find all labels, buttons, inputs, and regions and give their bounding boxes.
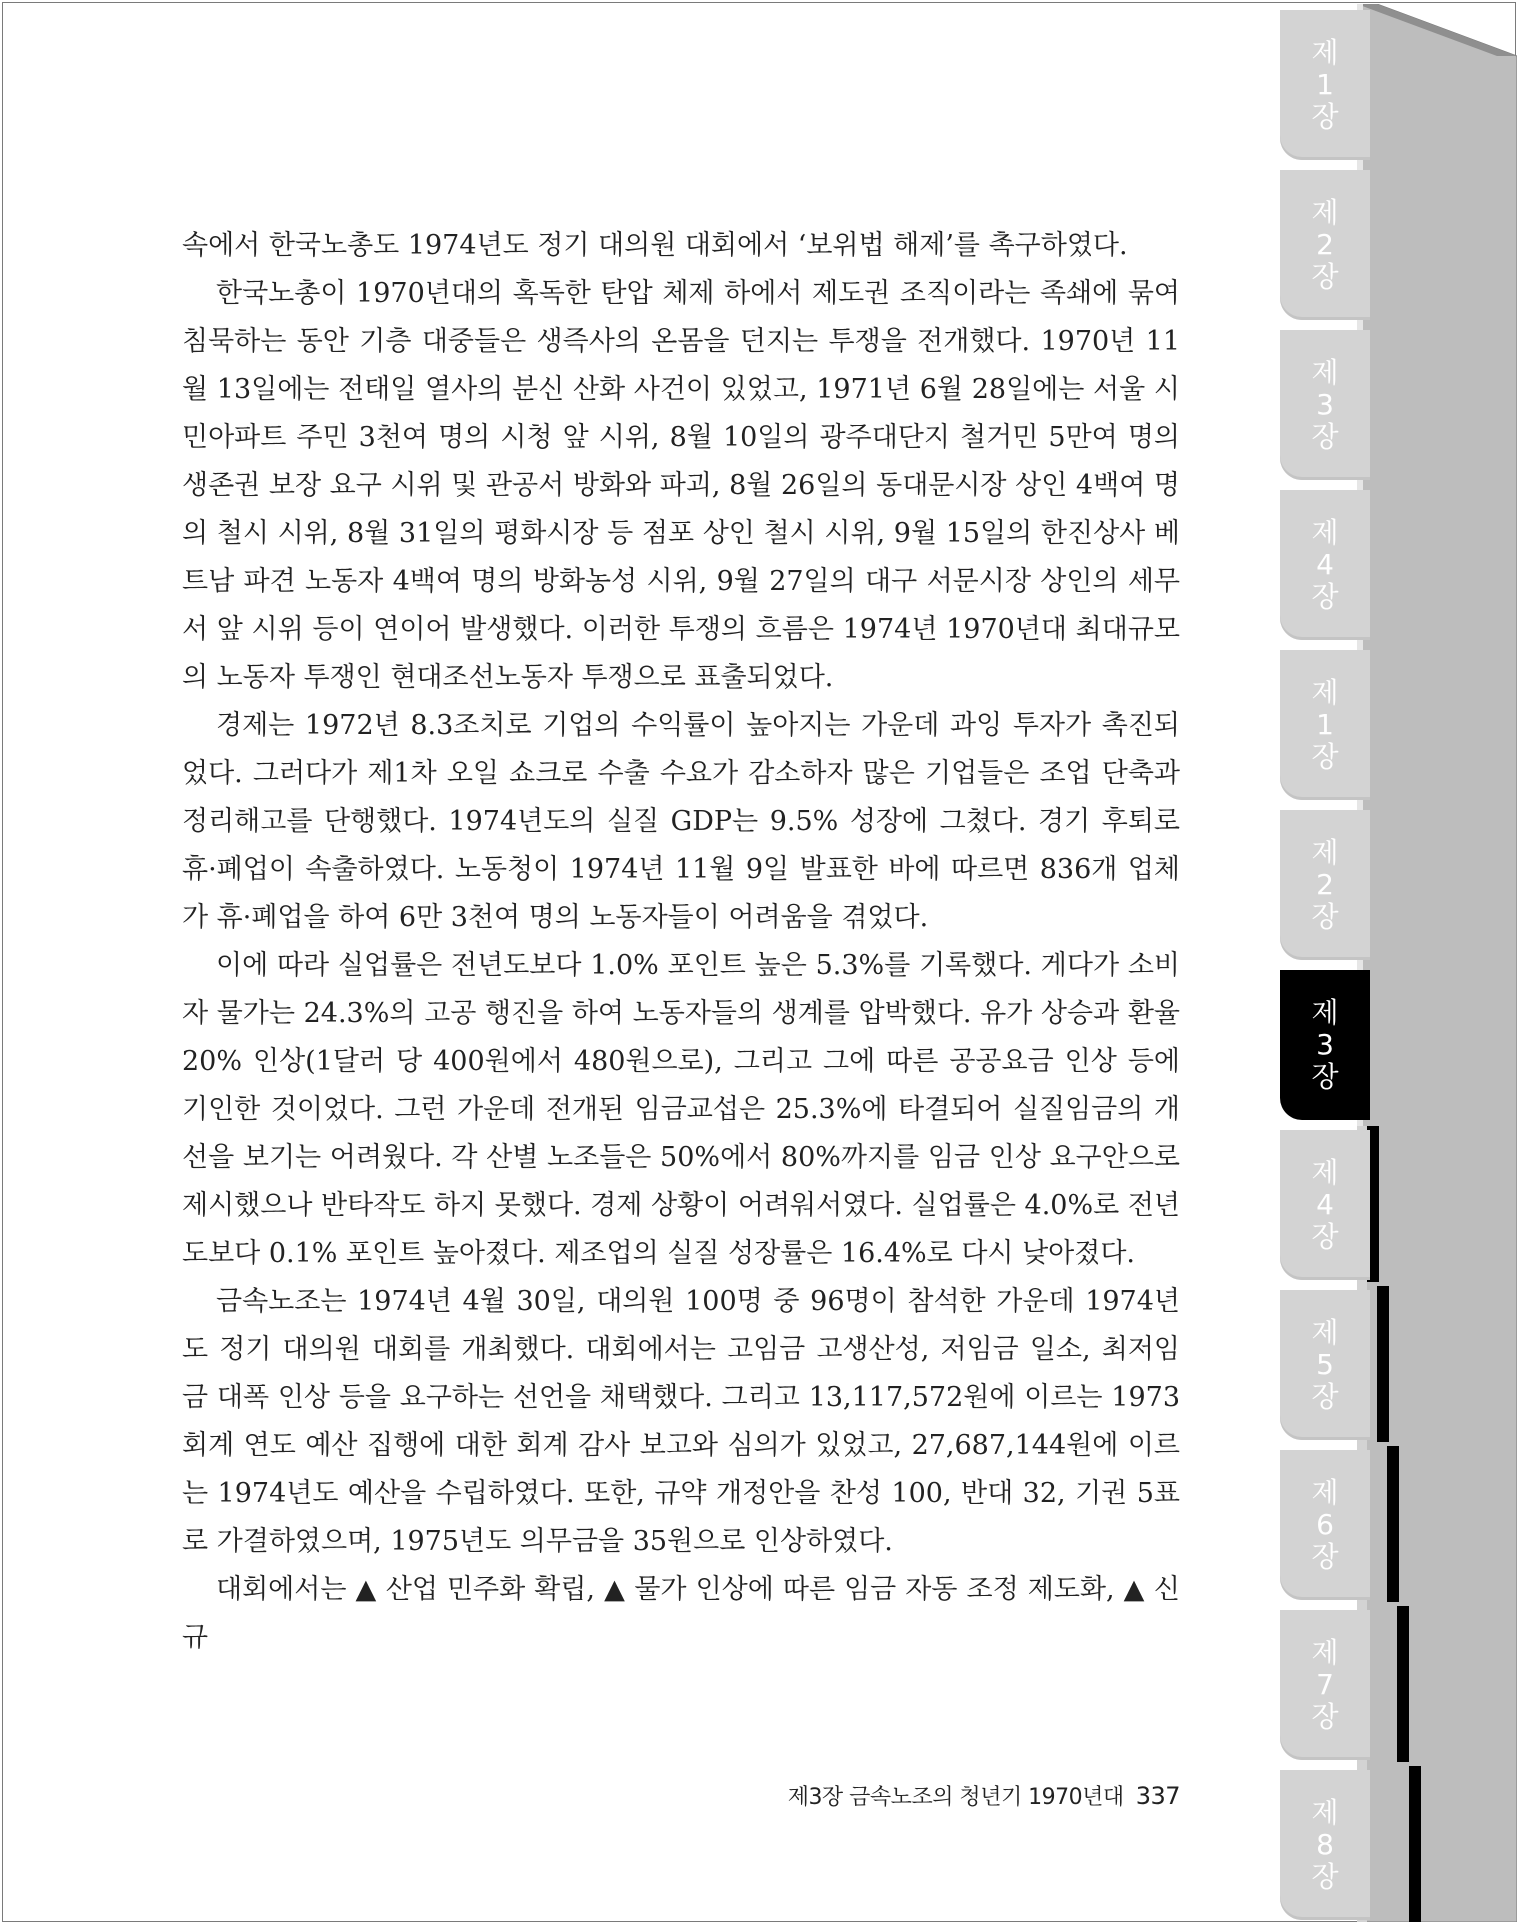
- paragraph: 이에 따라 실업률은 전년도보다 1.0% 포인트 높은 5.3%를 기록했다. 게다가 소비자 물가는 24.3%의 고공 행진을 하여 노동자들의 생계를 압박했다. 유가 상승과 환율 20% 인상(1달러 당 400원에서 480원으로), 그리고 그에 따른 공공요금 인상 등에 기인한 것이었다. 그런 가운데 전개된 임금교섭은 25.3%에 타결되어 실질임금의 개선을 보기는 어려웠다. 각 산별 노조들은 50%에서 80%까지를 임금 인상 요구안으로 제시했으나 반타작도 하지 못했다. 경제 상황이 어려워서였다. 실업률은 4.0%로 전년도보다 0.1% 포인트 높아졌다. 제조업의 실질 성장률은 16.4%로 다시 낮아졌다.: [182, 950, 1180, 1269]
- chapter-tab[interactable]: [1280, 810, 1370, 960]
- chapter-tab-text: 제: [1311, 516, 1339, 549]
- chapter-tab[interactable]: [1280, 170, 1370, 320]
- chapter-tab-text: 제: [1311, 1316, 1339, 1349]
- chapter-tab-text: 장: [1311, 100, 1339, 133]
- chapter-tab-text: 장: [1311, 900, 1339, 933]
- chapter-tab-text: 7: [1316, 1668, 1334, 1701]
- chapter-tab-text: 제: [1311, 356, 1339, 389]
- chapter-tab-text: 제: [1311, 676, 1339, 709]
- chapter-tab-text: 제: [1311, 196, 1339, 229]
- chapter-tab-text: 장: [1311, 420, 1339, 453]
- chapter-tab-text: 3: [1316, 1028, 1334, 1061]
- chapter-tab-text: 제: [1311, 1636, 1339, 1669]
- chapter-tab-text: 장: [1311, 740, 1339, 773]
- running-title: 제3장 금속노조의 청년기 1970년대: [787, 1785, 1124, 1810]
- chapter-tab-text: 제: [1311, 1156, 1339, 1189]
- paragraph: 경제는 1972년 8.3조치로 기업의 수익률이 높아지는 가운데 과잉 투자가 촉진되었다. 그러다가 제1차 오일 쇼크로 수출 수요가 감소하자 많은 기업들은 조업 단축과 정리해고를 단행했다. 1974년도의 실질 GDP는 9.5% 성장에 그쳤다. 경기 후퇴로 휴·폐업이 속출하였다. 노동청이 1974년 11월 9일 발표한 바에 따르면 836개 업체가 휴·폐업을 하여 6만 3천여 명의 노동자들이 어려움을 겪었다.: [182, 710, 1180, 933]
- chapter-tab-text: 2: [1316, 868, 1334, 901]
- chapter-tab-text: 제: [1311, 1476, 1339, 1509]
- paragraph: 대회에서는 ▲ 산업 민주화 확립, ▲ 물가 인상에 따른 임금 자동 조정 제도화, ▲ 신규: [182, 1574, 1180, 1653]
- chapter-tab-text: 장: [1311, 1860, 1339, 1893]
- page-footer: [700, 1780, 1180, 1811]
- chapter-tab-text: 4: [1316, 1188, 1334, 1221]
- chapter-tab-text: 8: [1316, 1828, 1334, 1861]
- chapter-tab-text: 장: [1311, 1220, 1339, 1253]
- chapter-tab-text: 장: [1311, 260, 1339, 293]
- page-number: 337: [1135, 1782, 1180, 1810]
- chapter-tab-text: 제: [1311, 836, 1339, 869]
- chapter-tab-text: 1: [1316, 68, 1334, 101]
- paragraph: 한국노총이 1970년대의 혹독한 탄압 체제 하에서 제도권 조직이라는 족쇄에 묶여 침묵하는 동안 기층 대중들은 생즉사의 온몸을 던지는 투쟁을 전개했다. 1970년 11월 13일에는 전태일 열사의 분신 산화 사건이 있었고, 1971년 6월 28일에는 서울 시민아파트 주민 3천여 명의 시청 앞 시위, 8월 10일의 광주대단지 철거민 5만여 명의 생존권 보장 요구 시위 및 관공서 방화와 파괴, 8월 26일의 동대문시장 상인 4백여 명의 철시 시위, 8월 31일의 평화시장 등 점포 상인 철시 시위, 9월 15일의 한진상사 베트남 파견 노동자 4백여 명의 방화농성 시위, 9월 27일의 대구 서문시장 상인의 세무서 앞 시위 등이 연이어 발생했다. 이러한 투쟁의 흐름은 1974년 1970년대 최대규모의 노동자 투쟁인 현대조선노동자 투쟁으로 표출되었다.: [182, 278, 1180, 693]
- chapter-tab[interactable]: [1280, 1450, 1370, 1600]
- chapter-tab-text: 장: [1311, 1700, 1339, 1733]
- chapter-tab[interactable]: [1280, 1770, 1370, 1920]
- chapter-tab[interactable]: [1280, 10, 1370, 160]
- chapter-tab-text: 1: [1316, 708, 1334, 741]
- chapter-tab-text: 4: [1316, 548, 1334, 581]
- chapter-tab-text: 제: [1311, 996, 1339, 1029]
- chapter-tab-text: 장: [1311, 1060, 1339, 1093]
- chapter-tab[interactable]: [1280, 1610, 1370, 1760]
- paragraph: 금속노조는 1974년 4월 30일, 대의원 100명 중 96명이 참석한 가운데 1974년도 정기 대의원 대회를 개최했다. 대회에서는 고임금 고생산성, 저임금 일소, 최저임금 대폭 인상 등을 요구하는 선언을 채택했다. 그리고 13,117,572원에 이르는 1973 회계 연도 예산 집행에 대한 회계 감사 보고와 심의가 있었고, 27,687,144원에 이르는 1974년도 예산을 수립하였다. 또한, 규약 개정안을 찬성 100, 반대 32, 기권 5표로 가결하였으며, 1975년도 의무금을 35원으로 인상하였다.: [182, 1286, 1180, 1557]
- body-text: [182, 222, 1180, 1662]
- book-edge: [1357, 4, 1517, 1922]
- chapter-tab-text: 장: [1311, 1380, 1339, 1413]
- chapter-tab[interactable]: [1280, 490, 1370, 640]
- paragraph: 속에서 한국노총도 1974년도 정기 대의원 대회에서 ‘보위법 해제’를 촉구하였다.: [182, 230, 1128, 261]
- chapter-tab-text: 5: [1316, 1348, 1334, 1381]
- chapter-tab[interactable]: [1280, 1130, 1370, 1280]
- chapter-tab-text: 2: [1316, 228, 1334, 261]
- chapter-tab-text: 6: [1316, 1508, 1334, 1541]
- chapter-tab-text: 장: [1311, 1540, 1339, 1573]
- chapter-tab[interactable]: [1280, 1290, 1370, 1440]
- chapter-tab-text: 3: [1316, 388, 1334, 421]
- chapter-tab[interactable]: [1280, 650, 1370, 800]
- chapter-tab[interactable]: [1280, 330, 1370, 480]
- chapter-tab-text: 제: [1311, 1796, 1339, 1829]
- chapter-tab-text: 제: [1311, 36, 1339, 69]
- chapter-tab-text: 장: [1311, 580, 1339, 613]
- chapter-tab[interactable]: [1280, 970, 1370, 1120]
